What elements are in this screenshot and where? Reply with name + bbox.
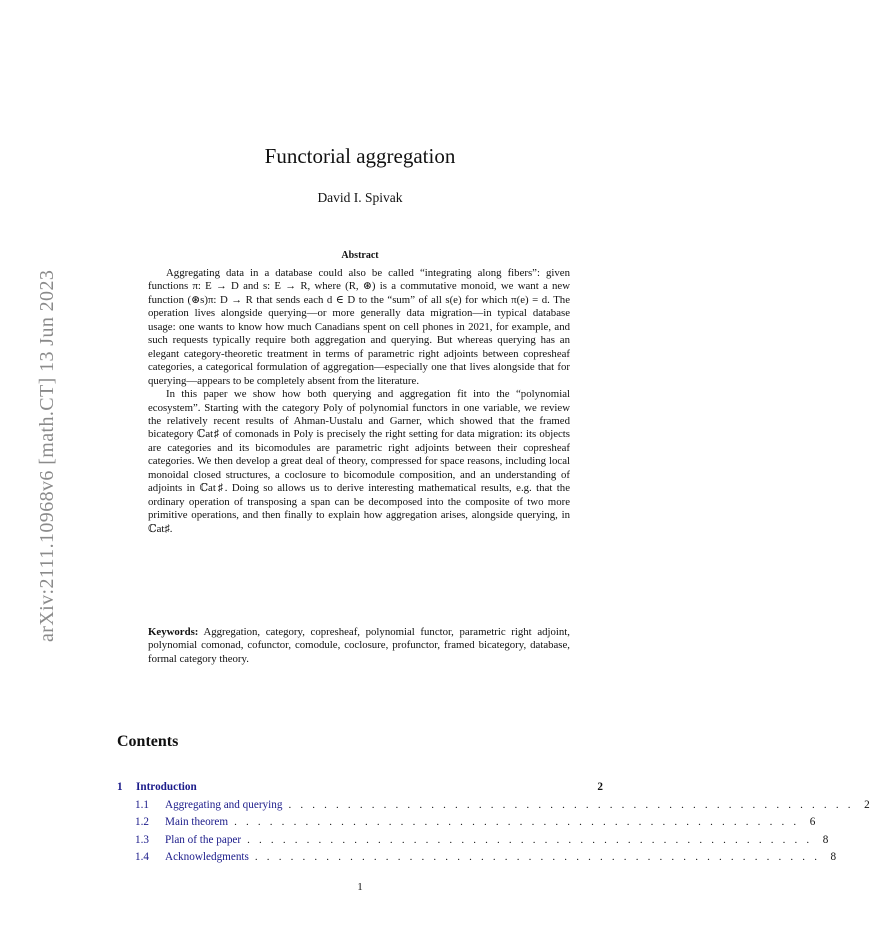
toc-entry-page[interactable]: 8 (822, 833, 829, 846)
toc-leader-dots: . . . . . . . . . . . . . . . . . . . . . . . . . . . . . . . . . . . . . . . . . . . . . . . . (247, 833, 813, 846)
abstract-paragraph: Aggregating data in a database could also be called “integrating along fibers”: given functions π: E → D and s: E → R, where (R, ⊛) is a commutative monoid, we want a new function (⊛s)π: D → R that sends each d ∈ D to the “sum” of all s(e) for which π(e) = d. The operation lives alongside querying—or more generally data migration—in typical database usage: one wants to know how much Canadians spent on cell phones in 2021, for example, and such requests typically require both aggregation and querying. But whereas querying has an elegant category-theoretic treatment in terms of parametric right adjoints between copresheaf categories, a categorical formulation of aggregation—especially one that lives alongside that for querying—appears to be completely absent from the literature. (148, 267, 570, 387)
abstract-heading: Abstract (341, 250, 379, 261)
toc-entry-number: 1.4 (135, 851, 149, 864)
toc-entry-page[interactable]: 6 (809, 816, 816, 829)
toc-entry-introduction[interactable] (117, 779, 603, 797)
toc-entry-plan[interactable] (117, 832, 829, 850)
paper-title: Functorial aggregation (264, 144, 456, 168)
toc-entry-title[interactable]: Plan of the paper (165, 833, 242, 846)
keywords (148, 626, 570, 666)
contents-heading: Contents (117, 733, 179, 750)
arxiv-margin-stamp: arXiv:2111.10968v6 [math.CT] 13 Jun 2023 (36, 269, 58, 642)
toc-entry-page[interactable]: 8 (830, 851, 837, 864)
keywords-text: Aggregation, category, copresheaf, polynomial functor, parametric right adjoint, polynomial comonad, cofunctor, comodule, coclosure, profunctor, framed bicategory, database, formal category theory. (148, 626, 571, 665)
toc-entry-title[interactable]: Introduction (136, 781, 197, 793)
abstract-paragraph: In this paper we show how both querying and aggregation fit into the “polynomial ecosystem”. Starting with the category Poly of polynomial functors in one variable, we review the relatively recent results of Ahman-Uustalu and Garner, which showed that the framed bicategory ℂat♯ of comonads in Poly is precisely the right setting for data migration: its objects are categories and its bicomodules are parametric right adjoints between their copresheaf categories. We then develop a great deal of theory, compressed for space reasons, including local monoidal closed structures, a coclosure to bicomodule composition, and an understanding of adjoints in ℂat♯. Doing so allows us to derive interesting mathematical results, e.g. that the ordinary operation of transposing a span can be decomposed into the composite of two more primitive operations, and then finally to explain how aggregation arises, alongside querying, in ℂat♯. (148, 388, 570, 535)
toc-entry-number: 1.1 (135, 798, 149, 811)
toc-entry-title[interactable]: Main theorem (165, 816, 229, 829)
toc-entry-number: 1 (117, 781, 123, 793)
abstract-body (148, 267, 570, 536)
toc-entry-page[interactable]: 2 (864, 798, 870, 811)
keywords-label: Keywords: (148, 626, 199, 638)
toc-leader-dots: . . . . . . . . . . . . . . . . . . . . . . . . . . . . . . . . . . . . . . . . . . . . . . . . (254, 851, 821, 864)
toc-leader-dots: . . . . . . . . . . . . . . . . . . . . . . . . . . . . . . . . . . . . . . . . . . . . . . . . (234, 816, 800, 829)
toc-leader-dots: . . . . . . . . . . . . . . . . . . . . . . . . . . . . . . . . . . . . . . . . . . . . . . . . (288, 798, 854, 811)
table-of-contents (117, 779, 870, 867)
toc-entry-page[interactable]: 2 (597, 781, 603, 793)
toc-entry-number: 1.2 (135, 816, 149, 829)
toc-entry-title[interactable]: Acknowledgments (165, 851, 249, 864)
toc-entry-title[interactable]: Aggregating and querying (165, 798, 283, 811)
page-number: 1 (357, 881, 363, 893)
toc-entry-main-theorem[interactable] (117, 814, 816, 832)
toc-entry-aggregating[interactable] (117, 797, 870, 815)
paper-author: David I. Spivak (317, 190, 403, 205)
toc-entry-acknowledgments[interactable] (117, 849, 837, 867)
toc-entry-number: 1.3 (135, 833, 149, 846)
